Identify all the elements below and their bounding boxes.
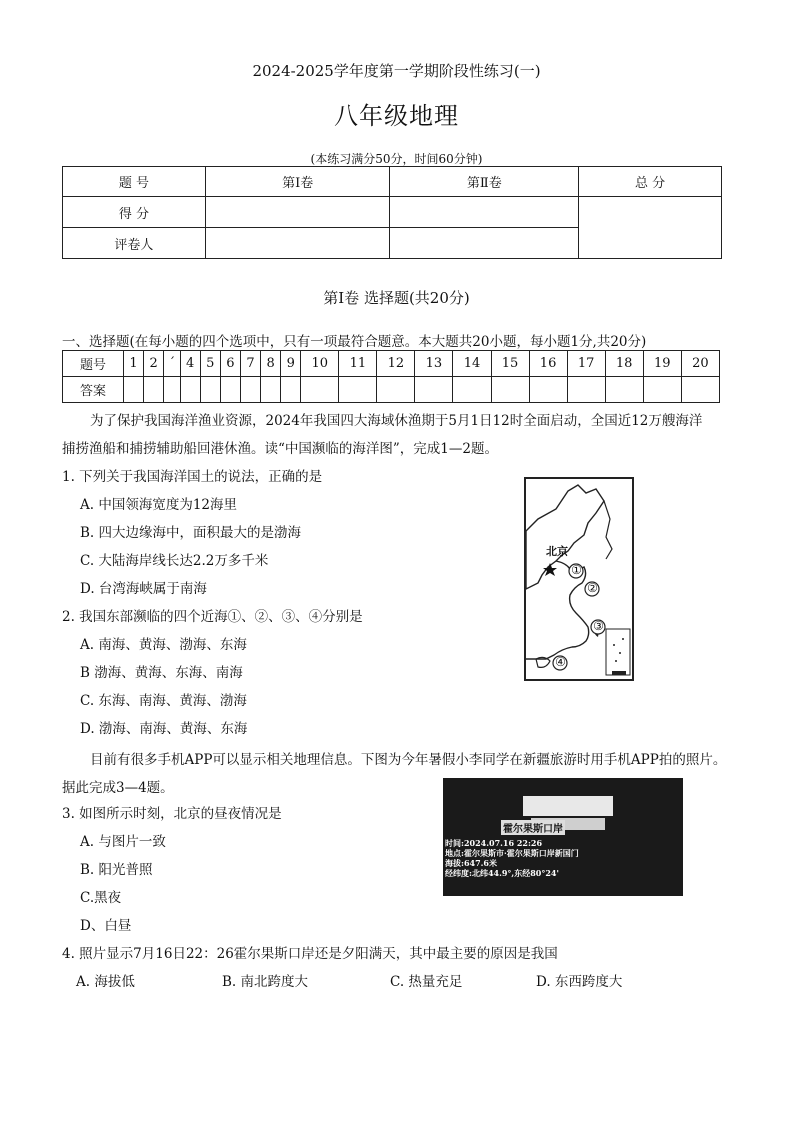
answer-cell[interactable] xyxy=(567,377,605,403)
grader-cell[interactable] xyxy=(205,228,390,259)
question-number: 12 xyxy=(377,351,415,377)
question-number: 11 xyxy=(339,351,377,377)
question-number: 19 xyxy=(643,351,681,377)
answer-cell[interactable] xyxy=(240,377,260,403)
question-number: 13 xyxy=(415,351,453,377)
map-marker-1: ① xyxy=(571,563,582,577)
score-table xyxy=(62,166,722,259)
photo-building xyxy=(523,796,613,816)
photo-coordinates: 经纬度:北纬44.9°,东经80°24' xyxy=(445,868,559,878)
score-col-total: 总 分 xyxy=(579,167,722,197)
score-cell[interactable] xyxy=(205,197,390,228)
q4-option-b[interactable]: B. 南北跨度大 xyxy=(222,974,309,990)
answer-cell[interactable] xyxy=(529,377,567,403)
exam-subtitle: 2024-2025学年度第一学期阶段性练习(一) xyxy=(252,62,541,80)
question-number: ´ xyxy=(164,351,180,377)
map-marker-2: ② xyxy=(587,581,598,595)
answer-cell[interactable] xyxy=(301,377,339,403)
q3-option-a[interactable]: A. 与图片一致 xyxy=(80,834,166,850)
answer-table-q-label: 题号 xyxy=(63,351,124,377)
answer-cell[interactable] xyxy=(453,377,491,403)
section-title: 第Ⅰ卷 选择题(共20分) xyxy=(323,289,470,307)
q1-option-c[interactable]: C. 大陆海岸线长达2.2万多千米 xyxy=(80,553,269,569)
photo-time: 时间:2024.07.16 22:26 xyxy=(445,838,543,848)
q1-stem: 1. 下列关于我国海洋国土的说法，正确的是 xyxy=(62,469,323,485)
q2-option-b[interactable]: B 渤海、黄海、东海、南海 xyxy=(80,665,243,681)
answer-cell[interactable] xyxy=(415,377,453,403)
exam-note: (本练习满分50分，时间60分钟) xyxy=(310,152,483,166)
answer-cell[interactable] xyxy=(164,377,180,403)
q3-option-c[interactable]: C.黑夜 xyxy=(80,890,122,906)
photo-place: 地点:霍尔果斯市·霍尔果斯口岸新国门 xyxy=(445,848,579,858)
q2-option-d[interactable]: D. 渤海、南海、黄海、东海 xyxy=(80,721,248,737)
passage2-line2: 据此完成3—4题。 xyxy=(62,780,174,796)
answer-cell[interactable] xyxy=(180,377,200,403)
answer-cell[interactable] xyxy=(220,377,240,403)
answer-cell[interactable] xyxy=(605,377,643,403)
answer-cell[interactable] xyxy=(144,377,164,403)
map-marker-4: ④ xyxy=(555,655,566,669)
question-number: 6 xyxy=(220,351,240,377)
grader-row-label: 评卷人 xyxy=(63,228,206,259)
passage1-line2: 捕捞渔船和捕捞辅助船回港休渔。读“中国濒临的海洋图”，完成1—2题。 xyxy=(62,441,498,457)
q4-stem: 4. 照片显示7月16日22：26霍尔果斯口岸还是夕阳满天，其中最主要的原因是我国 xyxy=(62,946,558,962)
score-row-label: 得 分 xyxy=(63,197,206,228)
score-col-part1: 第Ⅰ卷 xyxy=(205,167,390,197)
question-number: 1 xyxy=(124,351,144,377)
horgos-port-photo xyxy=(443,778,683,896)
answer-cell[interactable] xyxy=(261,377,281,403)
q4-option-c[interactable]: C. 热量充足 xyxy=(390,974,463,990)
question-number: 8 xyxy=(261,351,281,377)
q2-option-a[interactable]: A. 南海、黄海、渤海、东海 xyxy=(80,637,247,653)
question-number: 2 xyxy=(144,351,164,377)
q2-option-c[interactable]: C. 东海、南海、黄海、渤海 xyxy=(80,693,247,709)
q4-option-d[interactable]: D. 东西跨度大 xyxy=(536,974,623,990)
question-number: 17 xyxy=(567,351,605,377)
photo-info xyxy=(445,838,579,878)
score-col-part2: 第Ⅱ卷 xyxy=(390,167,579,197)
question-number: 18 xyxy=(605,351,643,377)
section-instruction: 一、选择题(在每小题的四个选项中，只有一项最符合题意。本大题共20小题，每小题1分,共20分) xyxy=(62,334,647,350)
q1-option-a[interactable]: A. 中国领海宽度为12海里 xyxy=(80,497,238,513)
exam-title: 八年级地理 xyxy=(334,102,459,130)
question-number: 10 xyxy=(301,351,339,377)
question-number: 20 xyxy=(681,351,719,377)
total-score-cell[interactable] xyxy=(579,197,722,259)
q4-option-a[interactable]: A. 海拔低 xyxy=(76,974,135,990)
answer-cell[interactable] xyxy=(339,377,377,403)
map-marker-3: ③ xyxy=(593,619,604,633)
question-number: 16 xyxy=(529,351,567,377)
answer-cell[interactable] xyxy=(124,377,144,403)
china-seas-map xyxy=(524,477,634,681)
answer-cell[interactable] xyxy=(281,377,301,403)
answer-cell[interactable] xyxy=(377,377,415,403)
question-number: 9 xyxy=(281,351,301,377)
map-label-beijing: 北京 xyxy=(546,545,568,558)
score-col-label: 题 号 xyxy=(63,167,206,197)
answer-cell[interactable] xyxy=(491,377,529,403)
answer-cell[interactable] xyxy=(200,377,220,403)
question-number: 15 xyxy=(491,351,529,377)
map-outline-icon xyxy=(526,479,632,679)
question-number: 4 xyxy=(180,351,200,377)
question-number: 14 xyxy=(453,351,491,377)
answer-cell[interactable] xyxy=(643,377,681,403)
answer-cell[interactable] xyxy=(681,377,719,403)
passage1-line1: 为了保护我国海洋渔业资源，2024年我国四大海域休渔期于5月1日12时全面启动，全国近12万艘海洋 xyxy=(90,413,703,429)
photo-altitude: 海拔:647.6米 xyxy=(445,858,498,868)
question-number: 7 xyxy=(240,351,260,377)
answer-table-a-label: 答案 xyxy=(63,377,124,403)
q1-option-b[interactable]: B. 四大边缘海中，面积最大的是渤海 xyxy=(80,525,302,541)
score-cell[interactable] xyxy=(390,197,579,228)
q2-stem: 2. 我国东部濒临的四个近海①、②、③、④分别是 xyxy=(62,609,363,625)
photo-sign: 霍尔果斯口岸 xyxy=(501,820,565,835)
q3-stem: 3. 如图所示时刻，北京的昼夜情况是 xyxy=(62,806,282,822)
question-number: 5 xyxy=(200,351,220,377)
passage2-line1: 目前有很多手机APP可以显示相关地理信息。下图为今年暑假小李同学在新疆旅游时用手机APP拍的照片。 xyxy=(90,752,727,768)
grader-cell[interactable] xyxy=(390,228,579,259)
answer-table xyxy=(62,350,720,403)
q1-option-d[interactable]: D. 台湾海峡属于南海 xyxy=(80,581,207,597)
q3-option-b[interactable]: B. 阳光普照 xyxy=(80,862,153,878)
q3-option-d[interactable]: D、白昼 xyxy=(80,918,132,934)
